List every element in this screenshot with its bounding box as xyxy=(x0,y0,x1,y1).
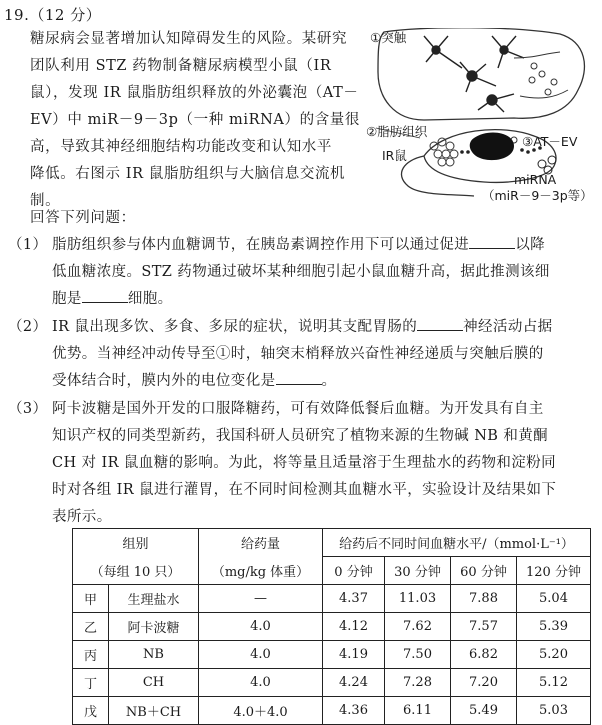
intro-paragraph xyxy=(30,26,360,215)
value-cell: 4.37 xyxy=(323,585,385,613)
value-cell: 5.20 xyxy=(517,641,591,669)
synapse-label: ①突触 xyxy=(370,30,407,45)
value-cell: 4.12 xyxy=(323,613,385,641)
mechanism-figure xyxy=(364,28,594,203)
value-cell: 5.03 xyxy=(517,697,591,725)
q2-text: 受体结合时，膜内外的电位变化是 xyxy=(52,373,276,389)
value-cell: 7.57 xyxy=(451,613,517,641)
drug-cell: NB＋CH xyxy=(109,697,199,725)
dose-cell: — xyxy=(199,585,323,613)
group-label: 丁 xyxy=(73,669,109,697)
question-score: （12 分） xyxy=(29,6,102,24)
organ-shape xyxy=(470,132,514,160)
vesicle-marks xyxy=(514,52,568,98)
adipose-label: ②脂肪组织 xyxy=(366,124,428,139)
intro-line: 鼠），发现 IR 鼠脂肪组织释放的外泌囊泡（AT－ xyxy=(30,85,359,101)
atev-label: ③AT－EV xyxy=(522,134,578,149)
time-header: 60 分钟 xyxy=(451,557,517,585)
adipose-tissue xyxy=(430,138,458,166)
question-header xyxy=(4,4,101,25)
mirna-sub-label: （miR－9－3p等） xyxy=(482,188,593,203)
value-cell: 6.82 xyxy=(451,641,517,669)
answer-blank[interactable] xyxy=(82,288,128,303)
header-dose: 给药量 xyxy=(199,529,323,557)
answer-blank[interactable] xyxy=(417,316,463,331)
table-row xyxy=(73,585,591,613)
drug-cell: CH xyxy=(109,669,199,697)
dose-cell: 4.0 xyxy=(199,613,323,641)
sub-question-number: （2） xyxy=(8,319,48,335)
answer-prompt: 回答下列问题： xyxy=(30,210,136,226)
value-cell: 7.20 xyxy=(451,669,517,697)
mechanism-illustration xyxy=(364,28,594,203)
value-cell: 7.88 xyxy=(451,585,517,613)
group-label: 戊 xyxy=(73,697,109,725)
drug-cell: 阿卡波糖 xyxy=(109,613,199,641)
intro-line: 高，导致其神经细胞结构功能改变和认知水平 xyxy=(30,139,332,155)
time-header: 120 分钟 xyxy=(517,557,591,585)
q2-text: 优势。当神经冲动传导至①时，轴突末梢释放兴奋性神经递质与突触后膜的 xyxy=(52,346,544,362)
value-cell: 4.19 xyxy=(323,641,385,669)
value-cell: 4.36 xyxy=(323,697,385,725)
neuron-cluster xyxy=(424,36,524,112)
dose-cell: 4.0 xyxy=(199,669,323,697)
time-header: 30 分钟 xyxy=(385,557,451,585)
dose-cell: 4.0＋4.0 xyxy=(199,697,323,725)
drug-cell: 生理盐水 xyxy=(109,585,199,613)
sub-question-3 xyxy=(8,396,592,531)
q1-text: 细胞。 xyxy=(127,291,173,307)
table-header-row xyxy=(73,557,591,585)
table-header-row xyxy=(73,529,591,557)
intro-line: 团队利用 STZ 药物制备糖尿病模型小鼠（IR xyxy=(30,58,332,74)
intro-line: EV）中 miR－9－3p（一种 miRNA）的含量很 xyxy=(30,112,360,128)
mouse-label: IR鼠 xyxy=(382,148,407,163)
table-row xyxy=(73,697,591,725)
header-dose-sub: （mg/kg 体重） xyxy=(199,557,323,585)
value-cell: 5.39 xyxy=(517,613,591,641)
table-row xyxy=(73,641,591,669)
question-number: 19. xyxy=(4,6,30,24)
q3-text: 阿卡波糖是国外开发的口服降糖药，可有效降低餐后血糖。为开发具有自主 xyxy=(52,401,544,417)
value-cell: 5.12 xyxy=(517,669,591,697)
brain-outline xyxy=(378,28,584,120)
drug-cell: NB xyxy=(109,641,199,669)
results-table xyxy=(72,528,591,725)
value-cell: 7.28 xyxy=(385,669,451,697)
sub-question-number: （3） xyxy=(8,401,48,417)
q2-text: 。 xyxy=(321,373,337,389)
value-cell: 7.50 xyxy=(385,641,451,669)
q2-text: 神经活动占据 xyxy=(463,319,553,335)
answer-blank[interactable] xyxy=(469,234,515,249)
q2-text: IR 鼠出现多饮、多食、多尿的症状，说明其支配胃肠的 xyxy=(52,319,418,335)
header-group: 组别 xyxy=(73,529,199,557)
q3-text: 时对各组 IR 鼠进行灌胃，在不同时间检测其血糖水平，实验设计及结果如下 xyxy=(52,482,557,498)
group-label: 甲 xyxy=(73,585,109,613)
group-label: 乙 xyxy=(73,613,109,641)
value-cell: 5.49 xyxy=(451,697,517,725)
q3-text: 表所示。 xyxy=(52,509,112,525)
table-row xyxy=(73,669,591,697)
sub-question-number: （1） xyxy=(8,237,48,253)
group-label: 丙 xyxy=(73,641,109,669)
value-cell: 6.11 xyxy=(385,697,451,725)
time-header: 0 分钟 xyxy=(323,557,385,585)
sub-question-2 xyxy=(8,314,592,395)
intro-line: 糖尿病会显著增加认知障碍发生的风险。某研究 xyxy=(30,31,348,47)
table-row xyxy=(73,613,591,641)
intro-line: 降低。右图示 IR 鼠脂肪组织与大脑信息交流机 xyxy=(30,166,346,182)
header-group-sub: （每组 10 只） xyxy=(73,557,199,585)
q3-text: CH 对 IR 鼠血糖的影响。为此，将等量且适量溶于生理盐水的药物和淀粉同 xyxy=(52,455,557,471)
value-cell: 7.62 xyxy=(385,613,451,641)
q1-text: 以降 xyxy=(515,237,546,253)
q3-text: 知识产权的同类型新药，我国科研人员研究了植物来源的生物碱 NB 和黄酮 xyxy=(52,428,549,444)
header-glucose: 给药后不同时间血糖水平/（mmol·L⁻¹） xyxy=(323,529,591,557)
answer-blank[interactable] xyxy=(276,370,322,385)
q1-text: 胞是 xyxy=(52,291,82,307)
value-cell: 11.03 xyxy=(385,585,451,613)
q1-text: 脂肪组织参与体内血糖调节，在胰岛素调控作用下可以通过促进 xyxy=(52,237,470,253)
sub-question-1 xyxy=(8,232,592,313)
intro-line: 制。 xyxy=(30,193,61,209)
mirna-label: miRNA xyxy=(514,172,557,187)
value-cell: 4.24 xyxy=(323,669,385,697)
dose-cell: 4.0 xyxy=(199,641,323,669)
value-cell: 5.04 xyxy=(517,585,591,613)
q1-text: 低血糖浓度。STZ 药物通过破坏某种细胞引起小鼠血糖升高，据此推测该细 xyxy=(52,264,550,280)
